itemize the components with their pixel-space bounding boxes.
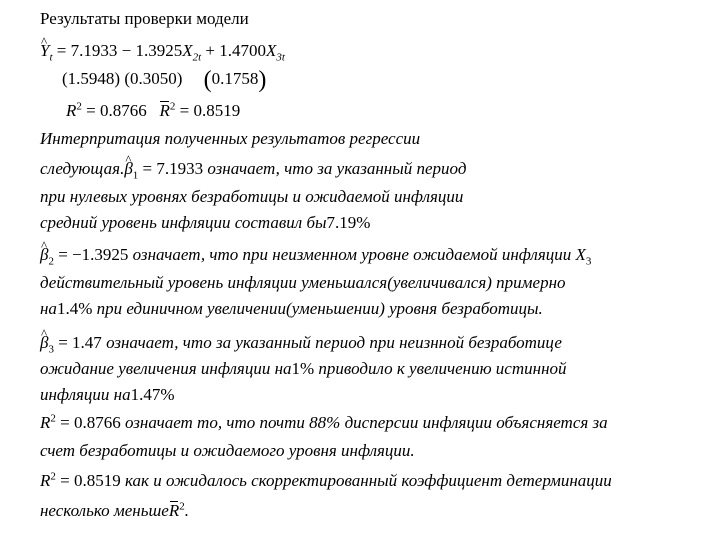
interp-line-10: инфляции на1.47% (40, 385, 175, 404)
interp-line-4: средний уровень инфляции составил бы7.19% (40, 213, 371, 232)
interp-line-2: следующая.^ $\beta_1 = 7.1933$ означает, что за указанный период (40, 158, 466, 180)
interp-line-5: ^ $\beta_2 = -1.3925$ означает, что при неизменном уровне ожидаемой инфляции $X_3$ (40, 244, 591, 266)
interp-line-12: счет безработицы и ожидаемого уровня инфляции. (40, 441, 415, 460)
r-squared-line: $R^2 = 0.8766$ $R^2 = 0.8519$ (66, 100, 241, 120)
interp-line-11: $R^2 = 0.8766$ означает то, что почти 88% дисперсии инфляции объясняется за (40, 412, 608, 432)
interp-line-3: при нулевых уровнях безработицы и ожидаемой инфляции (40, 187, 464, 206)
interp-line-8: ^ $\beta_3 = 1.47$ означает, что за указанный период при неизнной безработице (40, 332, 562, 354)
interp-line-1: Интерпритация полученных результатов регрессии (40, 129, 421, 148)
standard-errors: (1.5948) (0.3050) (0.1758) (62, 67, 267, 93)
regression-equation: ^ $Y_t = 7.1933 - 1.3925X_{2t} + 1.4700X_{3t}$ (40, 40, 285, 62)
interp-line-6: действительный уровень инфляции уменьшался(увеличивался) примерно (40, 273, 566, 292)
interp-line-14: несколько меньшеR$^2$. (40, 500, 189, 520)
slide-title: Результаты проверки модели (40, 9, 249, 28)
interp-line-7: на1.4% при единичном увеличении(уменьшении) уровня безработицы. (40, 299, 543, 318)
interp-line-9: ожидание увеличения инфляции на1% приводило к увеличению истинной (40, 359, 567, 378)
interp-line-13: $R^2 = 0.8519$ как и ожидалось скорректированный коэффициент детерминации (40, 470, 612, 490)
